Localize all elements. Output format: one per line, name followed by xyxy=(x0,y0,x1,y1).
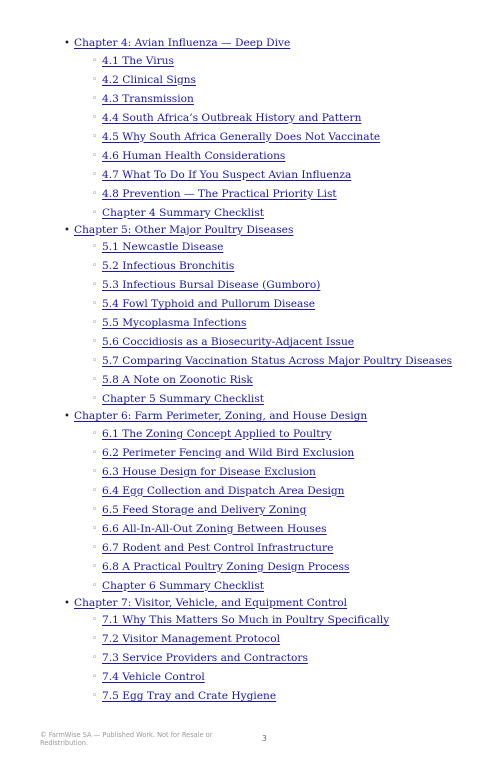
toc-section xyxy=(0,390,486,409)
toc-chapter-4 xyxy=(0,36,486,223)
toc-section xyxy=(0,371,486,390)
section-link[interactable]: 6.2 Perimeter Fencing and Wild Bird Exclusion xyxy=(102,446,355,459)
toc-section xyxy=(0,52,486,71)
section-link[interactable]: 6.4 Egg Collection and Dispatch Area Design xyxy=(102,484,345,497)
section-link[interactable]: 7.5 Egg Tray and Crate Hygiene xyxy=(102,690,277,702)
chapter-link[interactable]: Chapter 4: Avian Influenza — Deep Dive xyxy=(74,37,291,49)
toc-section xyxy=(0,295,486,314)
toc-section xyxy=(0,577,486,596)
toc-chapter-5 xyxy=(0,223,486,410)
toc-section xyxy=(0,501,486,520)
toc-section xyxy=(0,166,486,185)
section-link[interactable]: 4.2 Clinical Signs xyxy=(102,73,196,86)
toc-section xyxy=(0,238,486,257)
toc-section xyxy=(0,71,486,90)
toc-section xyxy=(0,147,486,166)
section-link[interactable]: 7.1 Why This Matters So Much in Poultry Specifically xyxy=(102,614,390,626)
toc-section xyxy=(0,257,486,276)
section-link[interactable]: 7.3 Service Providers and Contractors xyxy=(102,652,308,664)
chapter-link[interactable]: Chapter 7: Visitor, Vehicle, and Equipment Control xyxy=(74,596,348,609)
section-link[interactable]: 6.1 The Zoning Concept Applied to Poultry xyxy=(102,427,332,440)
section-link[interactable]: 5.4 Fowl Typhoid and Pullorum Disease xyxy=(102,298,316,310)
section-link[interactable]: 7.2 Visitor Management Protocol xyxy=(102,633,280,645)
toc-section xyxy=(0,630,486,649)
toc-section xyxy=(0,539,486,558)
section-link[interactable]: 4.3 Transmission xyxy=(102,92,194,105)
toc-section xyxy=(0,352,486,371)
toc-section xyxy=(0,204,486,223)
section-link[interactable]: 4.8 Prevention — The Practical Priority List xyxy=(102,187,337,200)
section-link[interactable]: 4.6 Human Health Considerations xyxy=(102,149,286,162)
toc-section xyxy=(0,463,486,482)
section-list xyxy=(74,425,486,596)
toc-section xyxy=(0,333,486,352)
section-link[interactable]: 5.8 A Note on Zoonotic Risk xyxy=(102,374,253,386)
toc-section xyxy=(0,649,486,668)
section-link[interactable]: 6.5 Feed Storage and Delivery Zoning xyxy=(102,503,307,516)
section-link[interactable]: 4.5 Why South Africa Generally Does Not Vaccinate xyxy=(102,130,381,143)
section-link[interactable]: 6.6 All-In-All-Out Zoning Between Houses xyxy=(102,522,327,535)
chapter-link[interactable]: Chapter 5: Other Major Poultry Diseases xyxy=(74,223,294,236)
toc-section xyxy=(0,444,486,463)
page-number: 3 xyxy=(262,734,267,743)
section-link[interactable]: 4.4 South Africa’s Outbreak History and Pattern xyxy=(102,111,362,124)
toc-section xyxy=(0,185,486,204)
toc-section xyxy=(0,482,486,501)
toc-section xyxy=(0,520,486,539)
section-link[interactable]: 5.6 Coccidiosis as a Biosecurity-Adjacent Issue xyxy=(102,336,355,348)
section-link[interactable]: 7.4 Vehicle Control xyxy=(102,671,205,683)
section-link[interactable]: 5.1 Newcastle Disease xyxy=(102,241,224,253)
toc-chapter-6 xyxy=(0,409,486,596)
section-link[interactable]: 6.3 House Design for Disease Exclusion xyxy=(102,465,316,478)
toc-section xyxy=(0,314,486,333)
section-list xyxy=(74,238,486,409)
toc-section xyxy=(0,425,486,444)
toc-section xyxy=(0,668,486,687)
section-list xyxy=(74,52,486,223)
section-link[interactable]: 5.3 Infectious Bursal Disease (Gumboro) xyxy=(102,279,321,291)
toc-section xyxy=(0,558,486,577)
toc-section xyxy=(0,109,486,128)
copyright-notice: © FarmWise SA — Published Work. Not for Resale or Redistribution. xyxy=(40,731,213,747)
toc-section xyxy=(0,687,486,706)
section-link[interactable]: 4.1 The Virus xyxy=(102,54,174,67)
section-link[interactable]: 6.8 A Practical Poultry Zoning Design Process xyxy=(102,560,350,573)
section-link[interactable]: Chapter 4 Summary Checklist xyxy=(102,206,265,219)
section-link[interactable]: Chapter 5 Summary Checklist xyxy=(102,393,265,405)
table-of-contents xyxy=(0,36,486,706)
toc-chapter-7 xyxy=(0,596,486,707)
toc-section xyxy=(0,611,486,630)
section-link[interactable]: 5.5 Mycoplasma Infections xyxy=(102,317,247,329)
section-link[interactable]: 4.7 What To Do If You Suspect Avian Influenza xyxy=(102,168,352,181)
toc-section xyxy=(0,128,486,147)
section-link[interactable]: Chapter 6 Summary Checklist xyxy=(102,579,265,592)
section-link[interactable]: 6.7 Rodent and Pest Control Infrastructure xyxy=(102,541,334,554)
section-link[interactable]: 5.2 Infectious Bronchitis xyxy=(102,260,235,272)
toc-section xyxy=(0,276,486,295)
chapter-link[interactable]: Chapter 6: Farm Perimeter, Zoning, and House Design xyxy=(74,410,368,422)
section-list xyxy=(74,611,486,706)
toc-section xyxy=(0,90,486,109)
section-link[interactable]: 5.7 Comparing Vaccination Status Across Major Poultry Diseases xyxy=(102,355,453,367)
